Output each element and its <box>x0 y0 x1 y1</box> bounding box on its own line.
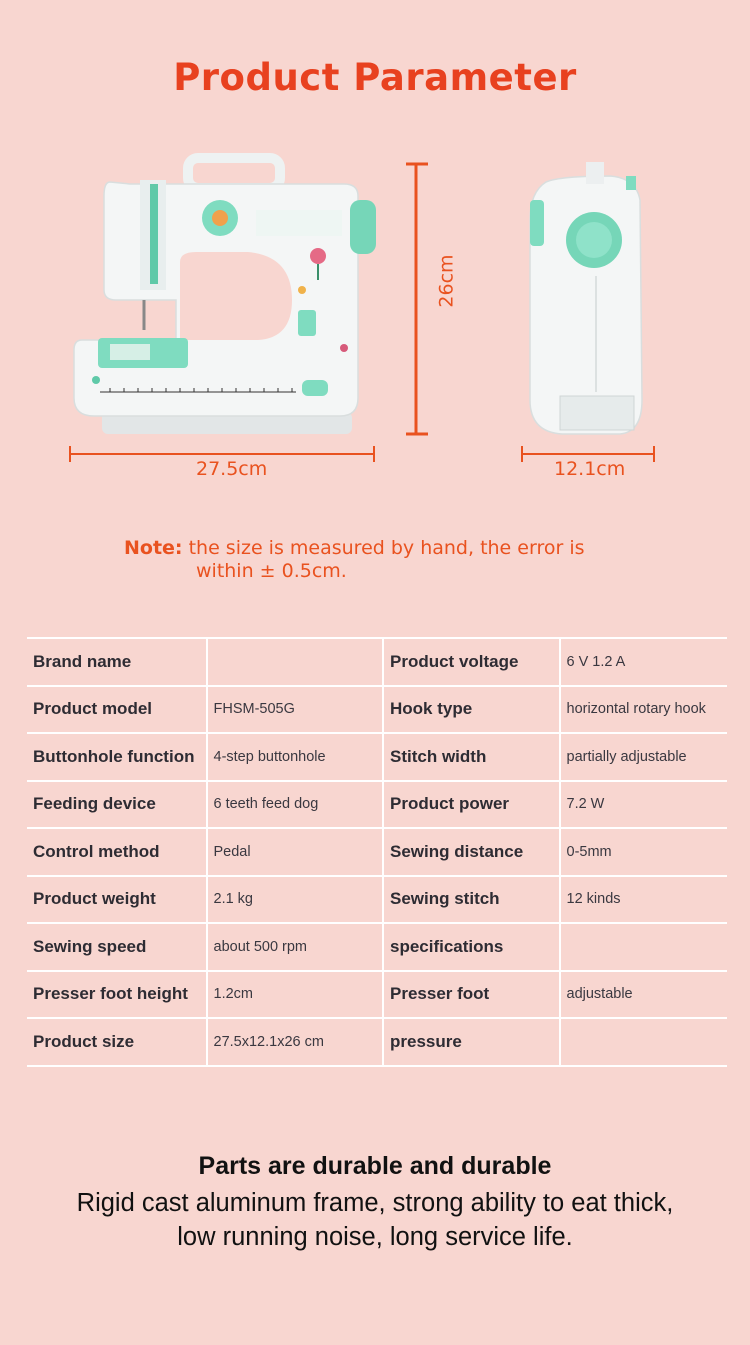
param-value <box>560 1018 728 1066</box>
table-row <box>27 923 727 971</box>
param-value: 7.2 W <box>560 781 728 829</box>
param-label: Product size <box>27 1018 207 1066</box>
note-text-line2: within ± 0.5cm. <box>196 560 347 582</box>
param-label: Product weight <box>27 876 207 924</box>
param-label: specifications <box>383 923 560 971</box>
parameter-table <box>27 637 727 1067</box>
note-text-line1: the size is measured by hand, the error is <box>182 537 585 559</box>
param-label: Presser foot <box>383 971 560 1019</box>
depth-label: 12.1cm <box>554 458 626 480</box>
footer-line: low running noise, long service life. <box>177 1223 573 1251</box>
height-dimension-line <box>406 164 428 434</box>
param-value: FHSM-505G <box>207 686 384 734</box>
page-title: Product Parameter <box>173 56 577 99</box>
param-value: 0-5mm <box>560 828 728 876</box>
width-label: 27.5cm <box>196 458 268 480</box>
param-value: 1.2cm <box>207 971 384 1019</box>
param-value: adjustable <box>560 971 728 1019</box>
note-label: Note: <box>124 537 183 559</box>
param-value: about 500 rpm <box>207 923 384 971</box>
table-row <box>27 971 727 1019</box>
height-label: 26cm <box>435 254 458 308</box>
param-value <box>207 638 384 686</box>
sewing-machine-side-view <box>530 162 642 434</box>
table-row <box>27 686 727 734</box>
table-row <box>27 876 727 924</box>
param-label: Presser foot height <box>27 971 207 1019</box>
param-value: 12 kinds <box>560 876 728 924</box>
param-value: 4-step buttonhole <box>207 733 384 781</box>
footer-line: Rigid cast aluminum frame, strong ability to eat thick, <box>76 1189 674 1217</box>
param-value: 2.1 kg <box>207 876 384 924</box>
param-label: Control method <box>27 828 207 876</box>
table-row <box>27 638 727 686</box>
measurement-note <box>124 537 684 583</box>
param-value: 6 teeth feed dog <box>207 781 384 829</box>
param-label: Sewing distance <box>383 828 560 876</box>
param-label: Product model <box>27 686 207 734</box>
param-label: Hook type <box>383 686 560 734</box>
param-label: pressure <box>383 1018 560 1066</box>
product-dimension-figure <box>0 140 750 500</box>
param-label: Product power <box>383 781 560 829</box>
param-label: Stitch width <box>383 733 560 781</box>
param-value: horizontal rotary hook <box>560 686 728 734</box>
param-label: Sewing speed <box>27 923 207 971</box>
param-value: 27.5x12.1x26 cm <box>207 1018 384 1066</box>
param-value <box>560 923 728 971</box>
param-label: Brand name <box>27 638 207 686</box>
table-row <box>27 828 727 876</box>
param-label: Sewing stitch <box>383 876 560 924</box>
param-value: Pedal <box>207 828 384 876</box>
footer-heading: Parts are durable and durable <box>198 1152 552 1180</box>
sewing-machine-illustration <box>0 140 750 500</box>
param-label: Product voltage <box>383 638 560 686</box>
param-value: partially adjustable <box>560 733 728 781</box>
param-value: 6 V 1.2 A <box>560 638 728 686</box>
table-row <box>27 781 727 829</box>
table-row <box>27 733 727 781</box>
param-label: Buttonhole function <box>27 733 207 781</box>
param-label: Feeding device <box>27 781 207 829</box>
sewing-machine-front-view <box>74 158 376 434</box>
table-row <box>27 1018 727 1066</box>
footer-description <box>0 1186 750 1254</box>
